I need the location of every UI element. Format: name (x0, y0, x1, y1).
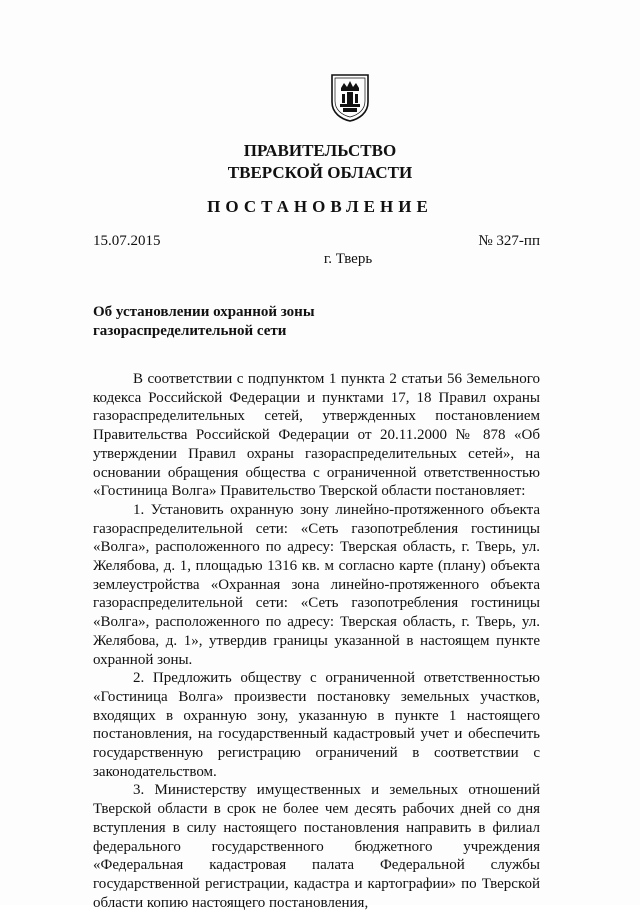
authority-name (0, 140, 640, 184)
authority-line-2: ТВЕРСКОЙ ОБЛАСТИ (227, 163, 413, 182)
authority-line-1: ПРАВИТЕЛЬСТВО (243, 141, 397, 160)
preamble-paragraph: В соответствии с подпунктом 1 пункта 2 статьи 56 Земельного кодекса Российской Федерации и пунктами 17, 18 Правил охраны газораспределительных сетей, утвержденных постановлением Правительства Российской Федерации от 20.11.2000 № 878 «Об утверждении Правил охраны газораспределительных сетей», на основании обращения общества с ограниченной ответственностью «Гостиница Волга» Правительство Тверской области постановляет: (93, 371, 540, 500)
document-city: г. Тверь (323, 251, 373, 267)
document-subject (93, 303, 393, 341)
document-body (93, 370, 540, 912)
document-date: 15.07.2015 (93, 233, 161, 249)
subject-line-1: Об установлении охранной зоны (93, 304, 315, 320)
document-type: ПОСТАНОВЛЕНИЕ (207, 197, 433, 216)
document-number: № 327-пп (478, 233, 540, 249)
item-3-paragraph: 3. Министерству имущественных и земельных отношений Тверской области в срок не более чем десять рабочих дней со дня вступления в силу настоящего постановления направить в филиал федерального государственного бюджетного учреждения «Федеральная кадастровая палата Федеральной службы государственной регистрации, кадастра и картографии» по Тверской области копию настоящего постановления, (93, 782, 540, 911)
item-2-paragraph: 2. Предложить обществу с ограниченной ответственностью «Гостиница Волга» произвести постановку земельных участков, входящих в охранную зону, указанную в пункте 1 настоящего постановления, на государственный кадастровый учет и обеспечить государственную регистрацию ограничений в соответствии с законодательством. (93, 670, 540, 780)
subject-line-2: газораспределительной сети (93, 323, 287, 339)
coat-of-arms-icon (328, 72, 372, 122)
item-1-paragraph: 1. Установить охранную зону линейно-протяженного объекта газораспределительной сети: «Сеть газопотребления гостиницы «Волга», расположенного по адресу: Тверская область, г. Тверь, ул. Желябова, д. 1, площадью 1316 кв. м согласно карте (плану) объекта землеустройства «Охранная зона линейно-протяженного объекта газораспределительной сети: «Сеть газопотребления гостиницы «Волга», расположенного по адресу: Тверская область, г. Тверь, ул. Желябова, д. 1», утвердив границы указанной в настоящем пункте охранной зоны. (93, 501, 540, 668)
